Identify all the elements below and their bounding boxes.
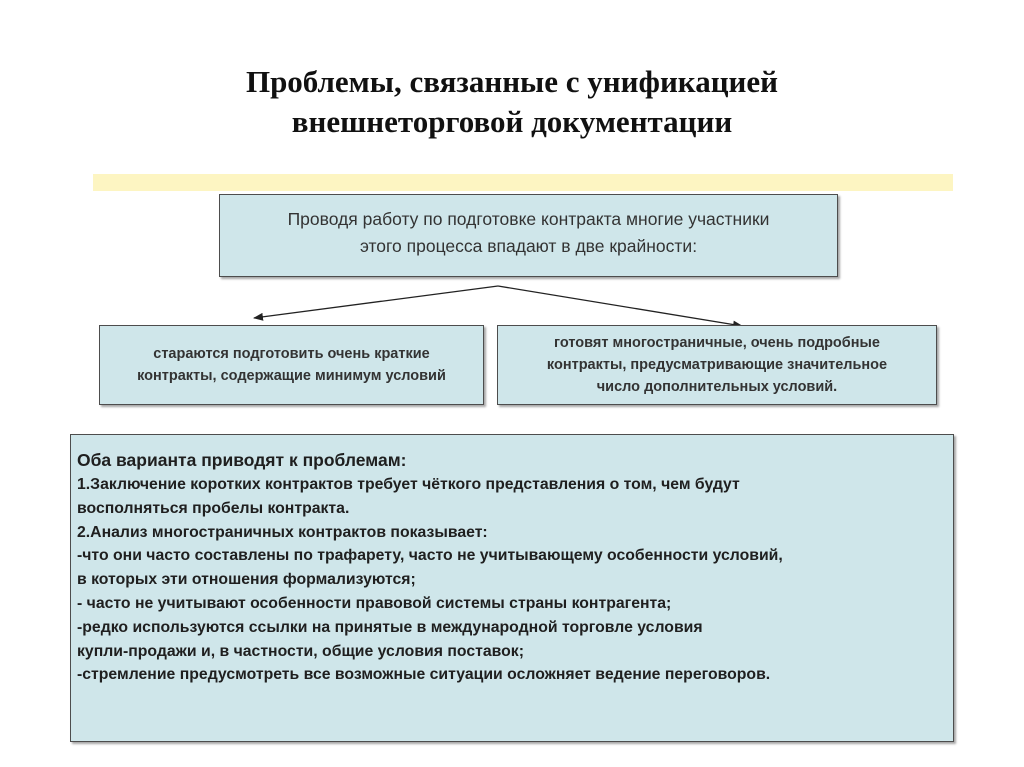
title-underline-bar	[93, 174, 953, 191]
title-line-1: Проблемы, связанные с унификацией	[245, 64, 779, 99]
arrow-left	[254, 286, 498, 318]
brief-line-2: контракты, содержащие минимум условий	[137, 368, 446, 384]
detailed-line-2: контракты, предусматривающие значительное	[546, 357, 888, 373]
brief-line-1: стараются подготовить очень краткие	[153, 346, 430, 362]
problems-line: -стремление предусмотреть все возможные ситуации осложняет ведение переговоров.	[77, 666, 771, 684]
title-line-2: внешнеторговой документации	[291, 104, 733, 139]
detailed-contracts-box	[497, 325, 937, 405]
slide-title	[60, 62, 964, 142]
problems-line: -что они часто составлены по трафарету, часто не учитывающему особенности условий,	[77, 547, 783, 565]
problems-line: в которых эти отношения формализуются;	[77, 571, 416, 589]
problems-line: восполняться пробелы контракта.	[77, 499, 350, 517]
problems-line: -редко используются ссылки на принятые в международной торговле условия	[77, 618, 703, 636]
problems-line: - часто не учитывают особенности правовой системы страны контрагента;	[77, 594, 672, 612]
intro-line-2: этого процесса впадают в две крайности:	[359, 236, 698, 256]
detailed-line-3: число дополнительных условий.	[596, 379, 838, 395]
intro-line-1: Проводя работу по подготовке контракта многие участники	[287, 209, 770, 229]
problems-line: 1.Заключение коротких контрактов требует чёткого представления о том, чем будут	[77, 476, 740, 493]
problems-line: купли-продажи и, в частности, общие условия поставок;	[77, 642, 524, 660]
problems-box	[70, 434, 954, 742]
brief-contracts-box	[99, 325, 484, 405]
arrow-right	[498, 286, 742, 326]
detailed-line-1: готовят многостраничные, очень подробные	[554, 335, 880, 351]
problems-heading: Оба варианта приводят к проблемам:	[77, 450, 407, 470]
problems-line: 2.Анализ многостраничных контрактов показывает:	[77, 523, 488, 541]
intro-box	[219, 194, 838, 277]
